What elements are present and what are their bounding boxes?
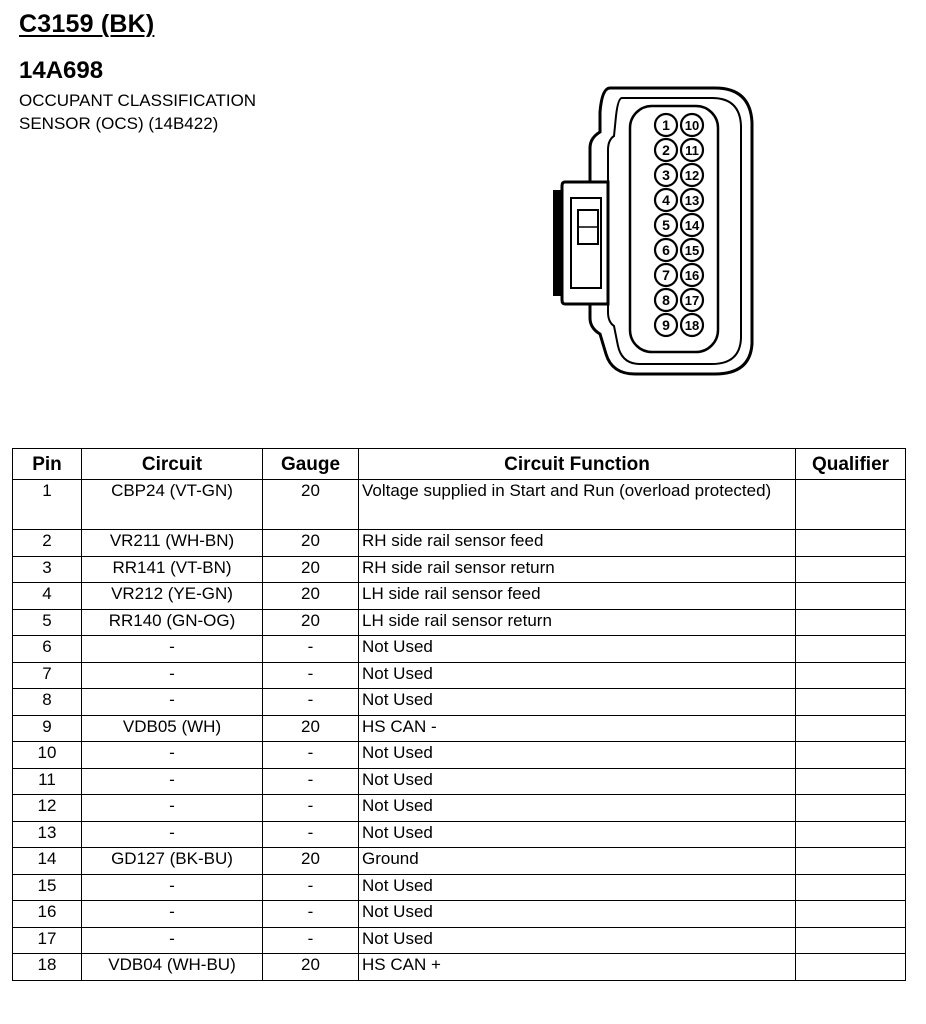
table-row [13,742,906,769]
cell-qualifier [796,480,906,530]
cell-pin: 5 [13,609,82,636]
cell-gauge: 20 [263,609,359,636]
cell-pin: 11 [13,768,82,795]
connector-pin-number: 3 [662,167,670,183]
connector-pin [681,189,703,211]
connector-pin-number: 4 [662,192,670,208]
cell-pin: 17 [13,927,82,954]
connector-pin-number: 8 [662,292,670,308]
connector-pin [655,289,677,311]
table-row [13,927,906,954]
cell-qualifier [796,874,906,901]
connector-pin [655,214,677,236]
table-row [13,848,906,875]
connector-pin [655,139,677,161]
connector-pin [681,114,703,136]
cell-circuit: VR212 (YE-GN) [82,583,263,610]
cell-qualifier [796,556,906,583]
cell-pin: 9 [13,715,82,742]
cell-circuit-function: Not Used [359,689,796,716]
cell-pin: 8 [13,689,82,716]
connector-pin-number: 14 [684,218,700,233]
cell-qualifier [796,636,906,663]
cell-pin: 14 [13,848,82,875]
table-row [13,583,906,610]
connector-pin-number: 12 [684,168,700,183]
cell-pin: 2 [13,530,82,557]
cell-circuit-function: Not Used [359,742,796,769]
connector-pin-number: 11 [685,143,699,158]
cell-qualifier [796,609,906,636]
cell-circuit-function: Not Used [359,662,796,689]
connector-pin [681,139,703,161]
cell-circuit: - [82,821,263,848]
cell-gauge: - [263,662,359,689]
table-header-row [13,449,906,480]
connector-pin [681,289,703,311]
cell-circuit-function: HS CAN + [359,954,796,981]
cell-gauge: 20 [263,848,359,875]
cell-circuit-function: Not Used [359,636,796,663]
cell-qualifier [796,821,906,848]
connector-pin [681,314,703,336]
cell-circuit-function: Not Used [359,768,796,795]
cell-circuit-function: Voltage supplied in Start and Run (overload protected) [359,480,796,530]
connector-pin-number: 1 [662,117,670,133]
cell-gauge: 20 [263,954,359,981]
cell-circuit: GD127 (BK-BU) [82,848,263,875]
table-row [13,556,906,583]
cell-pin: 15 [13,874,82,901]
connector-pin-number: 18 [684,318,700,333]
table-row [13,874,906,901]
table-row [13,821,906,848]
cell-pin: 16 [13,901,82,928]
cell-pin: 18 [13,954,82,981]
connector-pin [655,164,677,186]
connector-pin-number: 7 [662,267,670,283]
cell-qualifier [796,742,906,769]
cell-circuit-function: HS CAN - [359,715,796,742]
table-row [13,636,906,663]
cell-circuit-function: RH side rail sensor feed [359,530,796,557]
connector-id-title: C3159 (BK) [19,10,155,38]
cell-pin: 4 [13,583,82,610]
cell-gauge: - [263,927,359,954]
table-row [13,480,906,530]
cell-circuit-function: LH side rail sensor return [359,609,796,636]
connector-pin-number: 2 [662,142,670,158]
cell-circuit: VR211 (WH-BN) [82,530,263,557]
cell-qualifier [796,954,906,981]
cell-circuit: - [82,662,263,689]
connector-pin [655,314,677,336]
col-header-gauge: Gauge [263,449,359,480]
cell-qualifier [796,689,906,716]
cell-circuit-function: Not Used [359,874,796,901]
pinout-table [12,448,906,981]
table-row [13,530,906,557]
cell-pin: 3 [13,556,82,583]
cell-circuit: - [82,927,263,954]
cell-gauge: 20 [263,480,359,530]
connector-pin [681,239,703,261]
component-description-line1: OCCUPANT CLASSIFICATION [19,91,257,110]
connector-pin-number: 10 [684,118,700,133]
cell-qualifier [796,927,906,954]
col-header-qualifier: Qualifier [796,449,906,480]
cell-circuit-function: Not Used [359,821,796,848]
cell-pin: 12 [13,795,82,822]
connector-pin [681,264,703,286]
table-row [13,795,906,822]
table-row [13,609,906,636]
cell-circuit: - [82,742,263,769]
cell-qualifier [796,848,906,875]
cell-circuit: - [82,795,263,822]
cell-circuit: VDB05 (WH) [82,715,263,742]
connector-pin [655,239,677,261]
cell-gauge: 20 [263,556,359,583]
connector-pin-number: 6 [662,242,670,258]
cell-gauge: 20 [263,530,359,557]
cell-pin: 10 [13,742,82,769]
connector-pin-number: 15 [684,243,700,258]
cell-gauge: - [263,874,359,901]
cell-gauge: - [263,768,359,795]
cell-circuit: RR140 (GN-OG) [82,609,263,636]
connector-face-diagram [540,82,765,382]
cell-gauge: - [263,689,359,716]
table-row [13,715,906,742]
cell-qualifier [796,901,906,928]
cell-circuit: CBP24 (VT-GN) [82,480,263,530]
connector-pin [655,114,677,136]
cell-circuit-function: LH side rail sensor feed [359,583,796,610]
cell-gauge: - [263,795,359,822]
cell-circuit-function: Not Used [359,901,796,928]
cell-circuit: - [82,636,263,663]
cell-gauge: 20 [263,583,359,610]
cell-circuit-function: Not Used [359,795,796,822]
part-number: 14A698 [19,57,104,84]
cell-qualifier [796,768,906,795]
cell-circuit: - [82,768,263,795]
cell-qualifier [796,662,906,689]
cell-circuit: - [82,901,263,928]
col-header-circuit-function: Circuit Function [359,449,796,480]
cell-gauge: 20 [263,715,359,742]
cell-qualifier [796,715,906,742]
cell-gauge: - [263,636,359,663]
cell-gauge: - [263,821,359,848]
cell-circuit-function: RH side rail sensor return [359,556,796,583]
connector-pin [655,189,677,211]
cell-qualifier [796,795,906,822]
cell-qualifier [796,530,906,557]
cell-circuit: - [82,689,263,716]
cell-pin: 6 [13,636,82,663]
table-row [13,662,906,689]
connector-pin-number: 5 [662,217,670,233]
component-description-line2: SENSOR (OCS) (14B422) [19,114,219,133]
table-row [13,768,906,795]
cell-gauge: - [263,742,359,769]
connector-pin-number: 13 [684,193,700,208]
cell-circuit-function: Ground [359,848,796,875]
connector-pin [655,264,677,286]
cell-pin: 7 [13,662,82,689]
connector-pin-number: 17 [684,293,700,308]
cell-qualifier [796,583,906,610]
connector-pin [681,164,703,186]
col-header-circuit: Circuit [82,449,263,480]
cell-circuit: - [82,874,263,901]
connector-pin-number: 16 [684,268,700,283]
cell-pin: 13 [13,821,82,848]
connector-pin-number: 9 [662,317,670,333]
table-row [13,689,906,716]
connector-pin-grid [655,114,703,336]
table-row [13,954,906,981]
cell-circuit-function: Not Used [359,927,796,954]
col-header-pin: Pin [13,449,82,480]
cell-pin: 1 [13,480,82,530]
cell-circuit: VDB04 (WH-BU) [82,954,263,981]
table-row [13,901,906,928]
cell-gauge: - [263,901,359,928]
cell-circuit: RR141 (VT-BN) [82,556,263,583]
connector-pin [681,214,703,236]
